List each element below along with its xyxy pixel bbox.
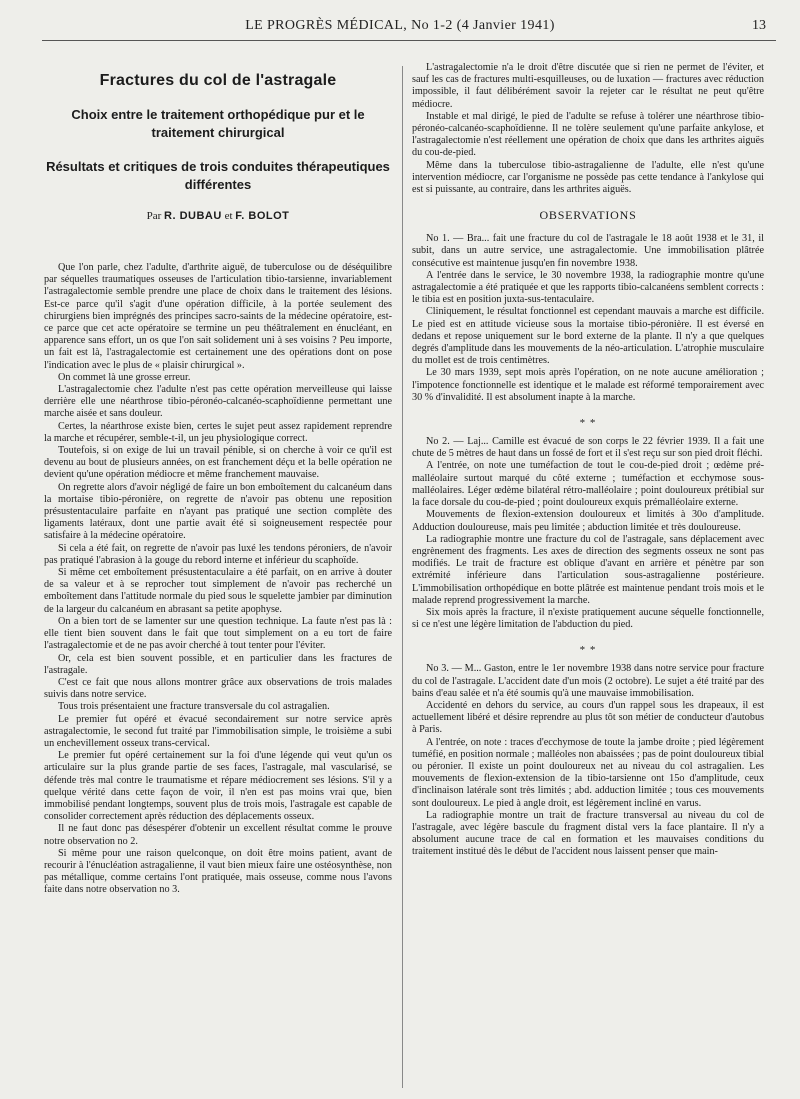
observation-paragraph: A l'entrée, on note une tuméfaction de tout le cou-de-pied droit ; œdème pré-malléolaire surtout marqué du côté externe ; tuméfaction et ecchymose sous-malléolaires. Léger œdème bilatéral rétro-malléolaire ; point douloureux prétibial sur la face dorsale du cou-de-pied ; point douloureux exquis prémalléolaire externe. [412, 460, 764, 509]
observation-paragraph: Six mois après la fracture, il n'existe pratiquement aucune séquelle fonctionnelle, si ce n'est une légère limitation de l'abduction du pied. [412, 606, 764, 631]
body-paragraph: Il ne faut donc pas désespérer d'obtenir un excellent résultat comme le prouve notre observation no 2. [44, 823, 392, 847]
column-divider [402, 66, 403, 1088]
observation-paragraph: Cliniquement, le résultat fonctionnel est cependant mauvais a marche est difficile. Le pied est en attitude vicieuse sous la mortaise tibio-péronière. Il est éversé en dedans et repose uniquement sur le bord externe de la plante. Il n'y a que quelques degrés d'amplitude dans les mouvements de la néo-articulation. L'atrophie musculaire du mollet est de trois centimètres. [412, 306, 764, 367]
body-paragraph: Le premier fut opéré et évacué secondairement sur notre service après astragalectomie, le second fut traité par l'immobilisation simple, le troisième a subi un enchevillement osseux trans-cervical. [44, 713, 392, 749]
body-paragraph: Toutefois, si on exige de lui un travail pénible, si on cherche à voir ce qu'il est devenu au bout de plusieurs années, on est franchement déçu et la belle opération ne devient qu'une opération médiocre et même franchement mauvaise. [44, 445, 392, 481]
byline [44, 210, 392, 222]
body-paragraph: On commet là une grosse erreur. [58, 371, 191, 383]
author-2: F. BOLOT [235, 210, 290, 222]
observation-paragraph: A l'entrée dans le service, le 30 novembre 1938, la radiographie montre qu'une astragalectomie a été pratiquée et que les rapports tibio-calcanéens semblent corrects : le tibia est en position juxta-sus-tentaculaire. [412, 269, 764, 306]
body-paragraph: Tous trois présentaient une fracture transversale du col astragalien. [58, 701, 330, 713]
observation-1 [412, 233, 764, 404]
body-paragraph: Or, cela est bien souvent possible, et en particulier dans les fractures de l'astragale. [44, 652, 392, 676]
observation-paragraph: La radiographie montre un trait de fracture transversal au niveau du col de l'astragale, avec légère bascule du fragment distal vers la face plantaire. Il n'y a absolument aucune trace de cal en formation et les mauvaises conditions du traitement institué dès le début de l'accident nous laissent penser que main- [412, 809, 764, 858]
running-head: LE PROGRÈS MÉDICAL, No 1-2 (4 Janvier 1941) [245, 18, 555, 33]
observation-paragraph: Le 30 mars 1939, sept mois après l'opération, on ne note aucune amélioration ; l'impotence fonctionnelle est identique et le malade est réformé temporairement avec 30 % d'invalidité. Il est absolument inapte à la marche. [412, 367, 764, 403]
body-paragraph: Que l'on parle, chez l'adulte, d'arthrite aiguë, de tuberculose ou de déséquilibre par séquelles traumatiques osseuses de l'articulation tibio-tarsienne, invariablement l'astragalectomie semble prendre une place de choix dans le traitement des lésions. Est-ce parce qu'il s'agit d'une opération difficile, à la portée seulement des chirurgiens bien imprégnés des principes sacro-saints de la médecine opératoire, est-ce parce que cet acte opératoire se termine un peu théâtralement en énucléant, en apparence sans effort, un os que l'on sait solidement uni à ses voisins ? Peu importe, un fait est là, l'astragalectomie est certainement une des opérations dont on pose l'indication avec le plus de « plaisir chirurgical ». [44, 262, 392, 371]
observation-paragraph: A l'entrée, on note : traces d'ecchymose de toute la jambe droite ; pied légèrement tuméfié, en position normale ; malléoles non abaissées ; pas de point douloureux tibial ou péronier. Il existe un point douloureux net au niveau du col astragalien. Les mouvements de flexion-extension de la tibio-tarsienne ont 15o d'amplitude, ceux d'inclinaison latérale sont très limités ; abd. adduction limitée ; tous ces mouvements sont douloureux. Le pied à angle droit, est légèrement incliné en varus. [412, 736, 764, 809]
body-paragraph: L'astragalectomie chez l'adulte n'est pas cette opération merveilleuse qui laisse derrière elle une néarthrose tibio-péronéo-calcanéo-scaphoïdienne permettant une marche aisée et sans douleur. [44, 384, 392, 420]
byline-join: et [224, 210, 233, 222]
asterism-divider: * * [579, 644, 597, 657]
observation-paragraph: Mouvements de flexion-extension douloureux et limités à 30o d'amplitude. Adduction douloureuse, mais peu limitée ; abduction limitée et très douloureuse. [412, 509, 764, 533]
body-paragraph: C'est ce fait que nous allons montrer grâce aux observations de trois malades suivis dans notre service. [44, 676, 392, 701]
article-title: Fractures du col de l'astragale [99, 72, 337, 89]
left-column [44, 62, 392, 1096]
header-rule [42, 40, 776, 41]
body-paragraph: L'astragalectomie n'a le droit d'être discutée que si rien ne permet de l'éviter, et sauf les cas de fractures multi-esquilleuses, ou de luxation — fractures avec réduction impossible, il faut délibérément savoir la rejeter car le résultat ne peut qu'être médiocre. [412, 62, 764, 110]
observation-paragraph: No 2. — Laj... Camille est évacué de son corps le 22 février 1939. Il a fait une chute de 5 mètres de haut dans un fossé de fort et il s'est reçu sur son pied droit fléchi. [412, 436, 764, 460]
article-title-block [44, 62, 392, 222]
observation-2 [412, 436, 764, 631]
observation-paragraph: No 1. — Bra... fait une fracture du col de l'astragale le 18 août 1938 et le 31, il subit, dans un autre service, une astragalectomie. Une immobilisation plâtrée consécutive est maintenue jusqu'en fin novembre 1938. [412, 233, 764, 269]
article-subtitle-1: Choix entre le traitement orthopédique pur et le traitement chirurgical [71, 107, 365, 140]
page-number: 13 [752, 18, 766, 33]
body-paragraph: Certes, la néarthrose existe bien, certes le sujet peut assez rapidement reprendre la marche et récupérer, semble-t-il, un jeu physiologique correct. [44, 420, 392, 444]
asterism-divider: * * [579, 417, 597, 430]
observation-paragraph: No 3. — M... Gaston, entre le 1er novembre 1938 dans notre service pour fracture du col de l'astragale. L'accident date d'un mois (2 octobre). Le sujet a été traité par des bains d'eau salée et n'a été soumis qu'à une mauvaise immobilisation. [412, 663, 764, 699]
body-paragraph: On regrette alors d'avoir négligé de faire un bon emboîtement du calcanéum dans la mortaise tibio-péronière, on regrette de n'avoir pas obtenu une reposition présustentaculaire parfaite en n'ayant pas pratiqué une section complète des ligaments latéraux, dont une partie avait été si soigneusement respectée pour satisfaire à la médecine opératoire. [44, 481, 392, 542]
author-1: R. DUBAU [164, 210, 222, 222]
observation-3 [412, 663, 764, 858]
body-paragraph: Instable et mal dirigé, le pied de l'adulte se refuse à tolérer une néarthrose tibio-péronéo-calcanéo-scaphoïdienne. Il ne tolère seulement qu'une parfaite ankylose, et l'astragalectomie n'est réellement une opération de choix que dans les arthrites aiguës du cou-de-pied. [412, 110, 764, 159]
observations-heading: OBSERVATIONS [539, 208, 637, 223]
body-paragraph: On a bien tort de se lamenter sur une question technique. La faute n'est pas là : elle tient bien souvent dans le fait que tout simplement on a eu tort de faire l'astragalectomie et de ne pas avoir cherché à tout tenter pour l'éviter. [44, 615, 392, 652]
right-column [412, 62, 764, 1096]
body-paragraph: Le premier fut opéré certainement sur la foi d'une légende qui veut qu'un os articulaire sur la plus grande partie de ses faces, l'astragale, mal vascularisé, se défende très mal contre le traumatisme et répare médiocrement ses lésions. S'il y a quelque vérité dans cette façon de voir, il n'en est pas moins vrai que, bien immobilisé pendant longtemps, souvent plus de trois mois, l'astragale est capable de consolider correctement après réduction des déplacements osseux. [44, 750, 392, 823]
body-paragraph: Si même pour une raison quelconque, on doit être moins patient, avant de recourir à l'énucléation astragalienne, il vaut bien mieux faire une ostéosynthèse, non pas métallique, comme certains l'ont pratiquée, mais osseuse, comme nous l'avons faite dans notre observation no 3. [44, 847, 392, 896]
article-subtitle-2: Résultats et critiques de trois conduites thérapeutiques différentes [46, 159, 390, 192]
left-body-text [44, 262, 392, 897]
observation-paragraph: Accidenté en dehors du service, au cours d'un rappel sous les drapeaux, il est actuellement libéré et désire reprendre au plus tôt son métier de conducteur d'autobus à Paris. [412, 699, 764, 736]
observation-paragraph: La radiographie montre une fracture du col de l'astragale, sans déplacement avec engrènement des fragments. Les axes de direction des segments osseux ne sont pas modifiés. Le trait de fracture est oblique d'avant en arrière et pénètre par son extrémité inférieure dans l'articulation sous-astragalienne postérieure. L'immobilisation orthopédique en botte plâtrée est maintenue pendant trois mois et le malade reprend progressivement la marche. [412, 533, 764, 606]
body-paragraph: Même dans la tuberculose tibio-astragalienne de l'adulte, elle n'est qu'une intervention médiocre, car l'organisme ne possède pas cette tendance à l'ankylose qui est si puissante, au contraire, dans les arthrites aiguës. [412, 159, 764, 196]
byline-prefix: Par [146, 210, 162, 222]
body-paragraph: Si cela a été fait, on regrette de n'avoir pas luxé les tendons péroniers, de n'avoir pas pratiqué l'abrasion à la gouge du rebord interne et inférieur du scaphoïde. [44, 542, 392, 566]
body-paragraph: Si même cet emboîtement présustentaculaire a été parfait, on en arrive à douter de sa valeur et à se reprocher tout simplement de n'avoir pas recherché un emboîtement dans l'attitude normale du pied sous le squelette jambier par diminution de la largeur du calcanéum en abrasant sa petite apophyse. [44, 567, 392, 615]
